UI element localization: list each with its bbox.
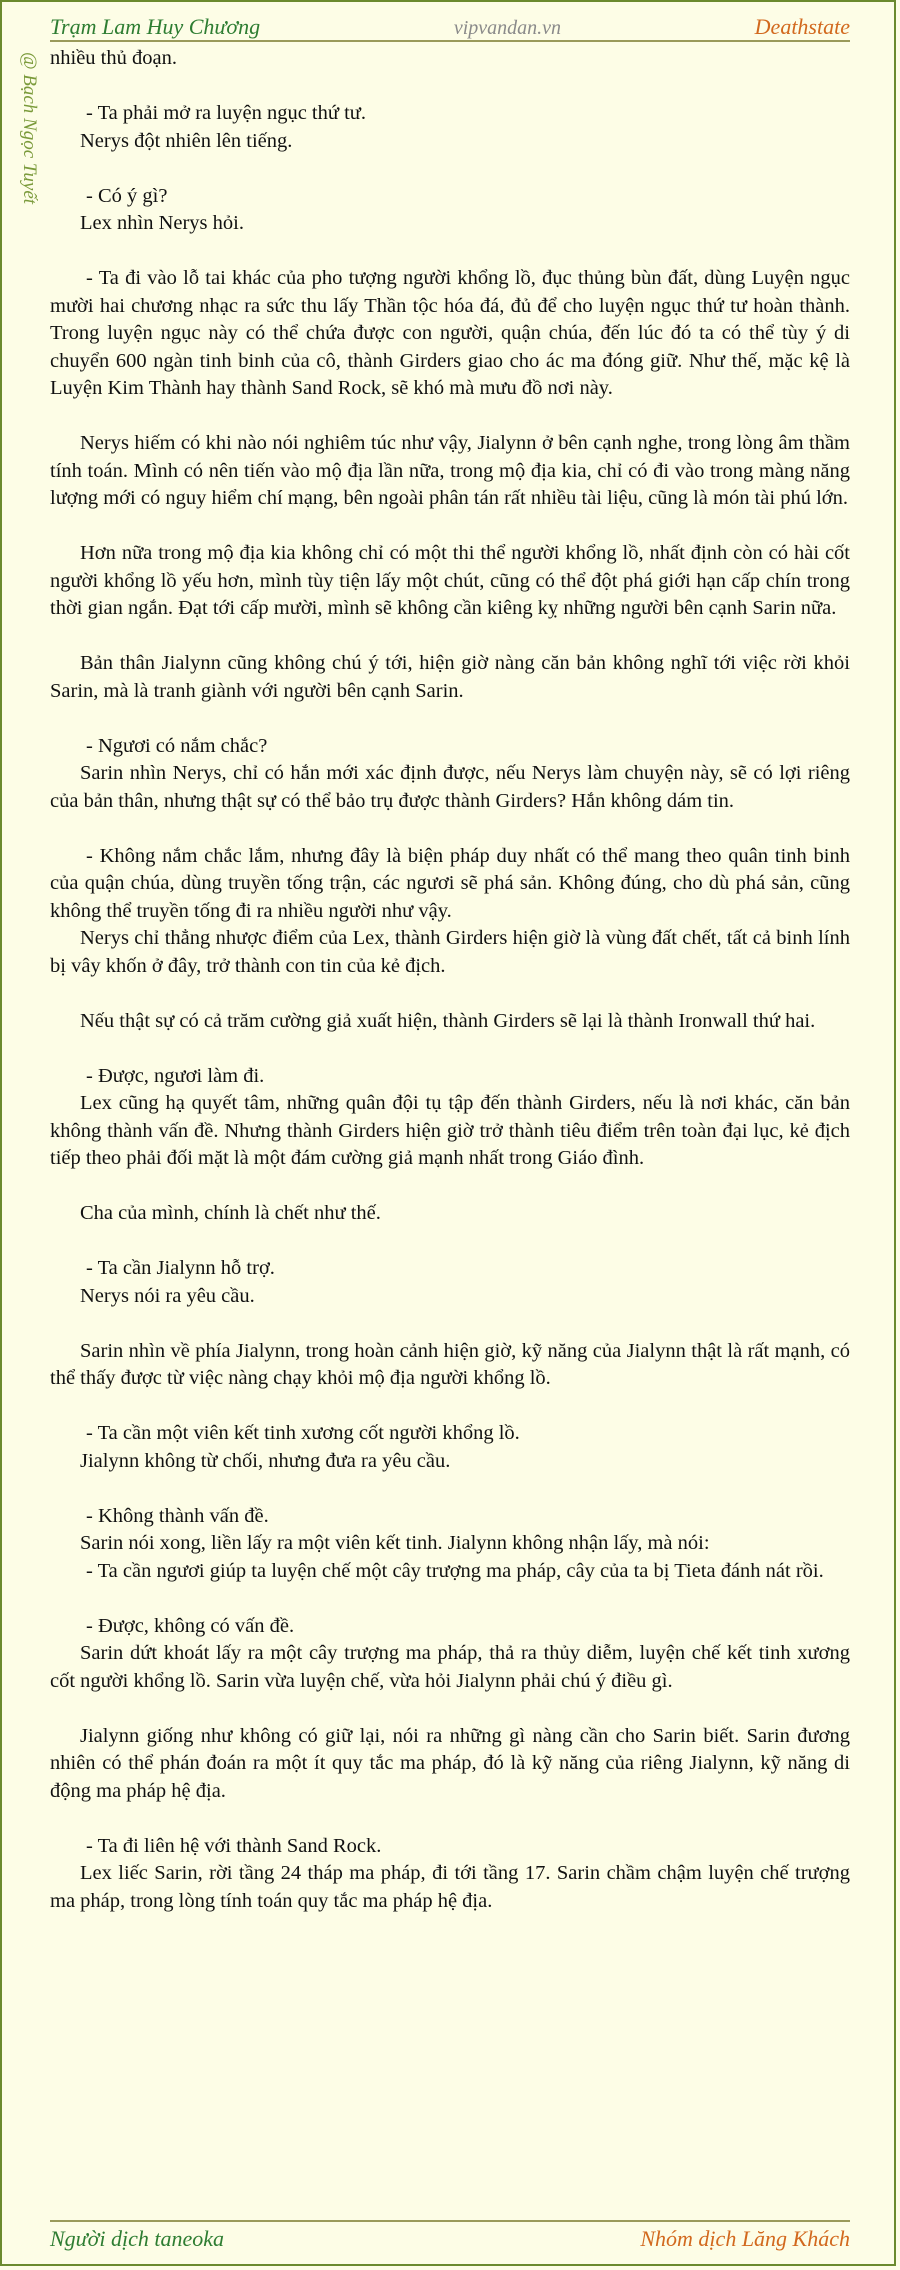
header-site: vipvandan.vn <box>453 17 562 39</box>
paragraph: - Ta đi vào lỗ tai khác của pho tượng người khổng lồ, đục thủng bùn đất, dùng Luyện ngục mười hai chương nhạc ra sức thu lấy Thần tộc hóa đá, đủ để cho luyện ngục thứ tư hoàn thành. Trong luyện ngục này có thể chứa được con người, quận chúa, đến lúc đó ta có thể tùy ý di chuyển 600 ngàn tinh binh của cô, thành Girders giao cho ác ma đóng giữ. Như thế, mặc kệ là Luyện Kim Thành hay thành Sand Rock, sẽ khó mà mưu đồ nơi này. <box>50 267 850 399</box>
paragraph: - Không thành vấn đề. <box>86 1504 269 1527</box>
header-translator-group: Trạm Lam Huy Chương <box>50 14 261 39</box>
paragraph: Nerys nói ra yêu cầu. <box>80 1284 255 1307</box>
page-footer <box>50 2218 850 2252</box>
paragraph: - Không nắm chắc lắm, nhưng đây là biện pháp duy nhất có thể mang theo quân tinh binh của quận chúa, dùng truyền tống trận, các ngươi sẽ phá sản. Không đúng, cho dù phá sản, cũng không thể truyền tống đi ra nhiều người như vậy. <box>50 844 850 922</box>
paragraph: - Ta cần ngươi giúp ta luyện chế một cây trượng ma pháp, cây của ta bị Tieta đánh nát rồi. <box>86 1559 824 1582</box>
paragraph: Hơn nữa trong mộ địa kia không chỉ có một thi thể người khổng lồ, nhất định còn có hài cốt người khổng lồ yếu hơn, mình tùy tiện lấy một chút, cũng có thể đột phá giới hạn cấp chín trong thời gian ngắn. Đạt tới cấp mười, mình sẽ không cần kiêng kỵ những người bên cạnh Sarin nữa. <box>50 542 850 619</box>
paragraph: Sarin nhìn về phía Jialynn, trong hoàn cảnh hiện giờ, kỹ năng của Jialynn thật là rất mạnh, có thể thấy được từ việc nàng chạy khỏi mộ địa người khổng lồ. <box>50 1339 850 1389</box>
paragraph: Cha của mình, chính là chết như thế. <box>80 1202 381 1224</box>
paragraph: - Được, không có vấn đề. <box>86 1614 295 1637</box>
paragraph: Nếu thật sự có cả trăm cường giả xuất hiện, thành Girders sẽ lại là thành Ironwall thứ hai. <box>80 1009 816 1032</box>
paragraph: Nerys chỉ thẳng nhược điểm của Lex, thành Girders hiện giờ là vùng đất chết, tất cả binh lính bị vây khốn ở đây, trở thành con tin của kẻ địch. <box>50 927 850 977</box>
paragraph: - Được, ngươi làm đi. <box>86 1064 265 1087</box>
header-book-title: Deathstate <box>754 14 850 39</box>
footer-group: Nhóm dịch Lăng Khách <box>640 2226 850 2251</box>
paragraph: Lex liếc Sarin, rời tầng 24 tháp ma pháp, đi tới tầng 17. Sarin chầm chậm luyện chế trượng ma pháp, trong lòng tính toán quy tắc ma pháp hệ địa. <box>50 1862 850 1912</box>
paragraph: Sarin nhìn Nerys, chỉ có hắn mới xác định được, nếu Nerys làm chuyện này, sẽ có lợi riêng của bản thân, nhưng thật sự có thể bảo trụ được thành Girders? Hắn không dám tin. <box>50 762 850 812</box>
paragraph: - Có ý gì? <box>86 184 168 207</box>
paragraph: - Ngươi có nắm chắc? <box>86 734 268 757</box>
paragraph: - Ta phải mở ra luyện ngục thứ tư. <box>86 102 367 124</box>
paragraph: - Ta cần một viên kết tinh xương cốt người khổng lồ. <box>86 1422 520 1444</box>
paragraph: Lex cũng hạ quyết tâm, những quân đội tụ tập đến thành Girders, nếu là nơi khác, căn bản không thành vấn đề. Nhưng thành Girders hiện giờ trở thành tiêu điểm trên toàn đại lục, kẻ địch tiếp theo phải đối mặt là một đám cường giả mạnh nhất trong Giáo đình. <box>50 1092 850 1169</box>
paragraph: Lex nhìn Nerys hỏi. <box>80 212 244 234</box>
paragraph: Nerys đột nhiên lên tiếng. <box>80 129 293 152</box>
side-credit: @ Bạch Ngọc Tuyết <box>19 52 40 205</box>
paragraph: Nerys hiếm có khi nào nói nghiêm túc như vậy, Jialynn ở bên cạnh nghe, trong lòng âm thầm tính toán. Mình có nên tiến vào mộ địa lần nữa, trong mộ địa kia, chỉ có đi vào trong màng năng lượng mới có nguy hiểm chí mạng, bên ngoài phân tán rất nhiều tài liệu, cũng là món tài phú lớn. <box>50 432 850 509</box>
header-rule <box>50 40 850 42</box>
paragraph: nhiều thủ đoạn. <box>50 47 177 69</box>
paragraph: Bản thân Jialynn cũng không chú ý tới, hiện giờ nàng căn bản không nghĩ tới việc rời khỏi Sarin, mà là tranh giành với người bên cạnh Sarin. <box>50 652 850 702</box>
page-header <box>50 6 850 40</box>
footer-translator: Người dịch taneoka <box>50 2226 225 2251</box>
paragraph: Sarin nói xong, liền lấy ra một viên kết tinh. Jialynn không nhận lấy, mà nói: <box>80 1532 710 1554</box>
paragraph: - Ta cần Jialynn hỗ trợ. <box>86 1257 275 1279</box>
paragraph: Jialynn không từ chối, nhưng đưa ra yêu cầu. <box>80 1449 451 1472</box>
paragraph: - Ta đi liên hệ với thành Sand Rock. <box>86 1834 382 1857</box>
chapter-text <box>50 45 850 1915</box>
paragraph: Sarin dứt khoát lấy ra một cây trượng ma pháp, thả ra thủy diễm, luyện chế kết tinh xương cốt người khổng lồ. Sarin vừa luyện chế, vừa hỏi Jialynn phải chú ý điều gì. <box>50 1642 850 1692</box>
paragraph: Jialynn giống như không có giữ lại, nói ra những gì nàng cần cho Sarin biết. Sarin đương nhiên có thể phán đoán ra một ít quy tắc ma pháp, đó là kỹ năng của riêng Jialynn, kỹ năng di động ma pháp hệ địa. <box>50 1724 850 1802</box>
